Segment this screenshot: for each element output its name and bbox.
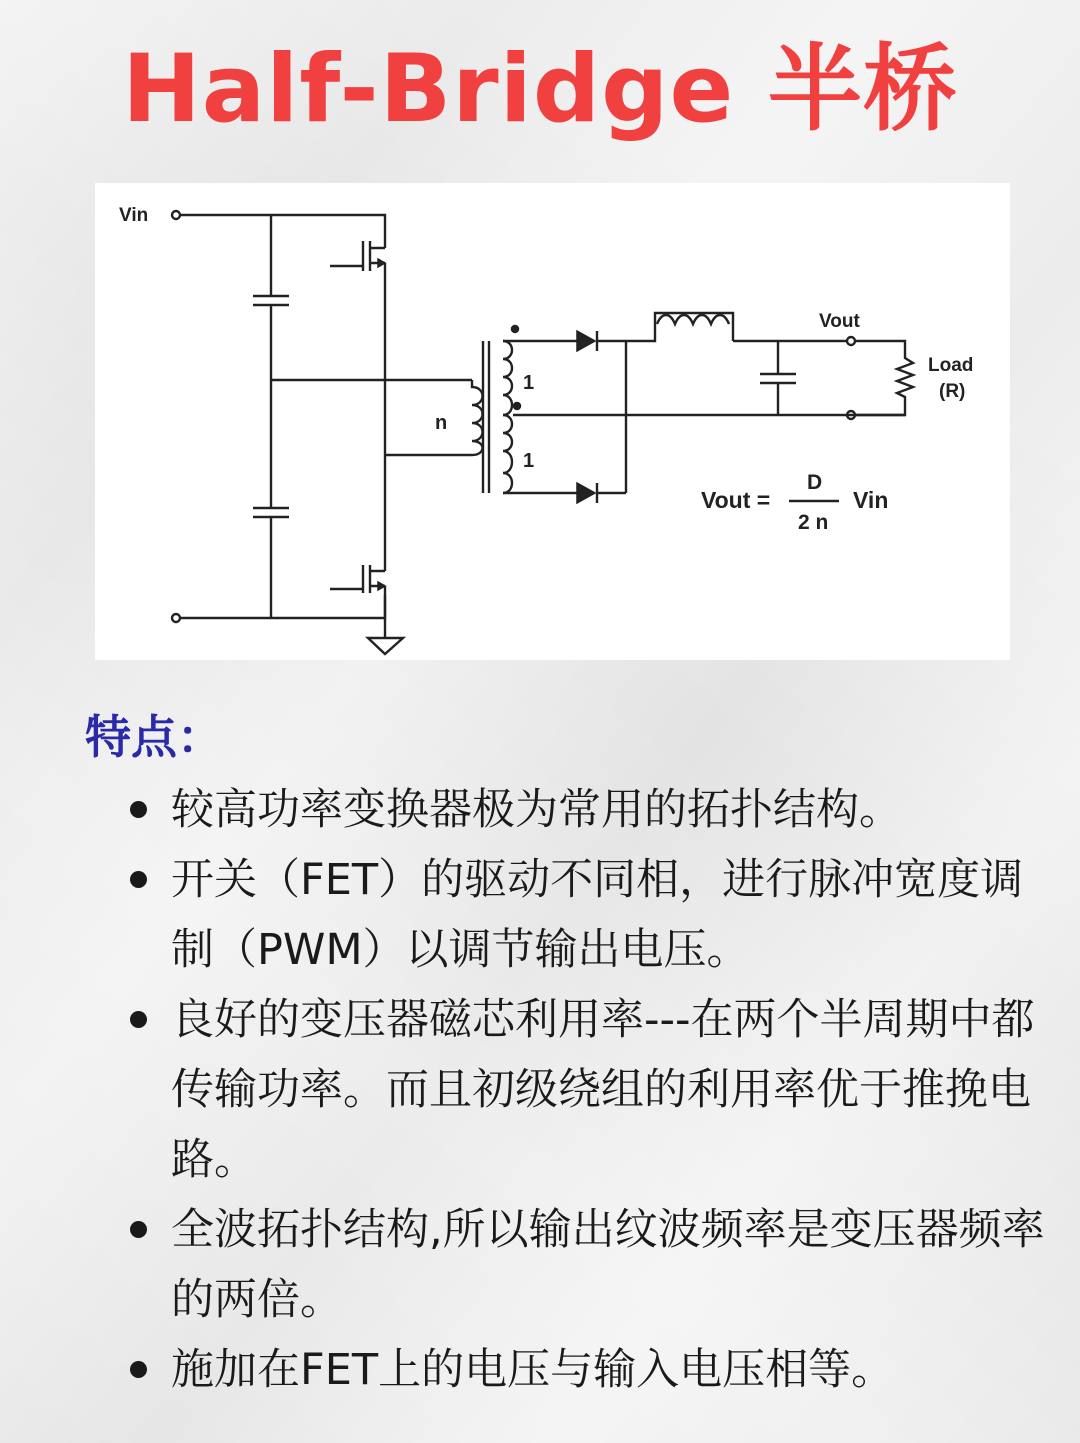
transformer-core: [483, 341, 489, 493]
vout-label: Vout: [819, 311, 860, 332]
load-resistor: [855, 341, 913, 415]
bottom-rail: [180, 595, 385, 618]
list-item-text: 开关（FET）的驱动不同相，进行脉冲宽度调制（PWM）以调节输出电压。: [171, 855, 1024, 975]
primary-turns-label: n: [435, 412, 448, 434]
features-heading: 特点：: [85, 710, 223, 764]
list-item-text: 较高功率变换器极为常用的拓扑结构。: [171, 785, 902, 835]
list-item: [85, 775, 1045, 845]
bullet-icon: [130, 1011, 147, 1028]
features-list: [85, 775, 1045, 1405]
output-inductor: [626, 313, 733, 341]
secondary-bottom-turns-label: 1: [523, 450, 535, 472]
load-label: Load: [928, 355, 974, 376]
secondary-top-turns-label: 1: [523, 372, 535, 394]
list-item-text: 全波拓扑结构,所以输出纹波频率是变压器频率的两倍。: [171, 1205, 1045, 1325]
vin-terminal: [172, 211, 180, 219]
list-item: [85, 1195, 1045, 1335]
bullet-icon: [130, 1361, 147, 1378]
bullet-icon: [130, 871, 147, 888]
top-rail: [180, 215, 385, 235]
list-item: [85, 1335, 1045, 1405]
transformer-secondary-top: [503, 326, 519, 416]
list-item-text: 良好的变压器磁芯利用率---在两个半周期中都传输功率。而且初级绕组的利用率优于推挽电路。: [171, 995, 1035, 1185]
features-section: [85, 705, 1045, 1405]
list-item: [85, 985, 1045, 1195]
list-item-text: 施加在FET上的电压与输入电压相等。: [171, 1345, 895, 1395]
input-capacitor-bottom: [253, 508, 289, 618]
vout-terminal: [847, 337, 855, 345]
ground-symbol: [368, 618, 403, 654]
formula-rhs: Vin: [853, 487, 889, 513]
formula-denominator: 2 n: [798, 511, 829, 534]
output-capacitor: [760, 341, 796, 415]
formula-lhs: Vout =: [701, 487, 771, 513]
bullet-icon: [130, 1221, 147, 1238]
ground-terminal: [172, 614, 180, 622]
high-side-mosfet: [330, 235, 385, 283]
formula-numerator: D: [807, 471, 823, 494]
transformer-primary: [472, 380, 483, 455]
input-capacitor-top: [253, 215, 289, 508]
half-bridge-schematic: [95, 183, 1010, 660]
page-title: Half-Bridge 半桥: [122, 35, 958, 144]
bullet-icon: [130, 801, 147, 818]
load-r-label: (R): [939, 381, 966, 402]
vin-label: Vin: [119, 205, 149, 226]
list-item: [85, 845, 1045, 985]
schematic-drawing: [95, 183, 1010, 660]
rectifier-diode-bottom: [577, 483, 626, 503]
rectifier-diode-top: [577, 331, 626, 351]
low-side-mosfet: [330, 563, 385, 618]
